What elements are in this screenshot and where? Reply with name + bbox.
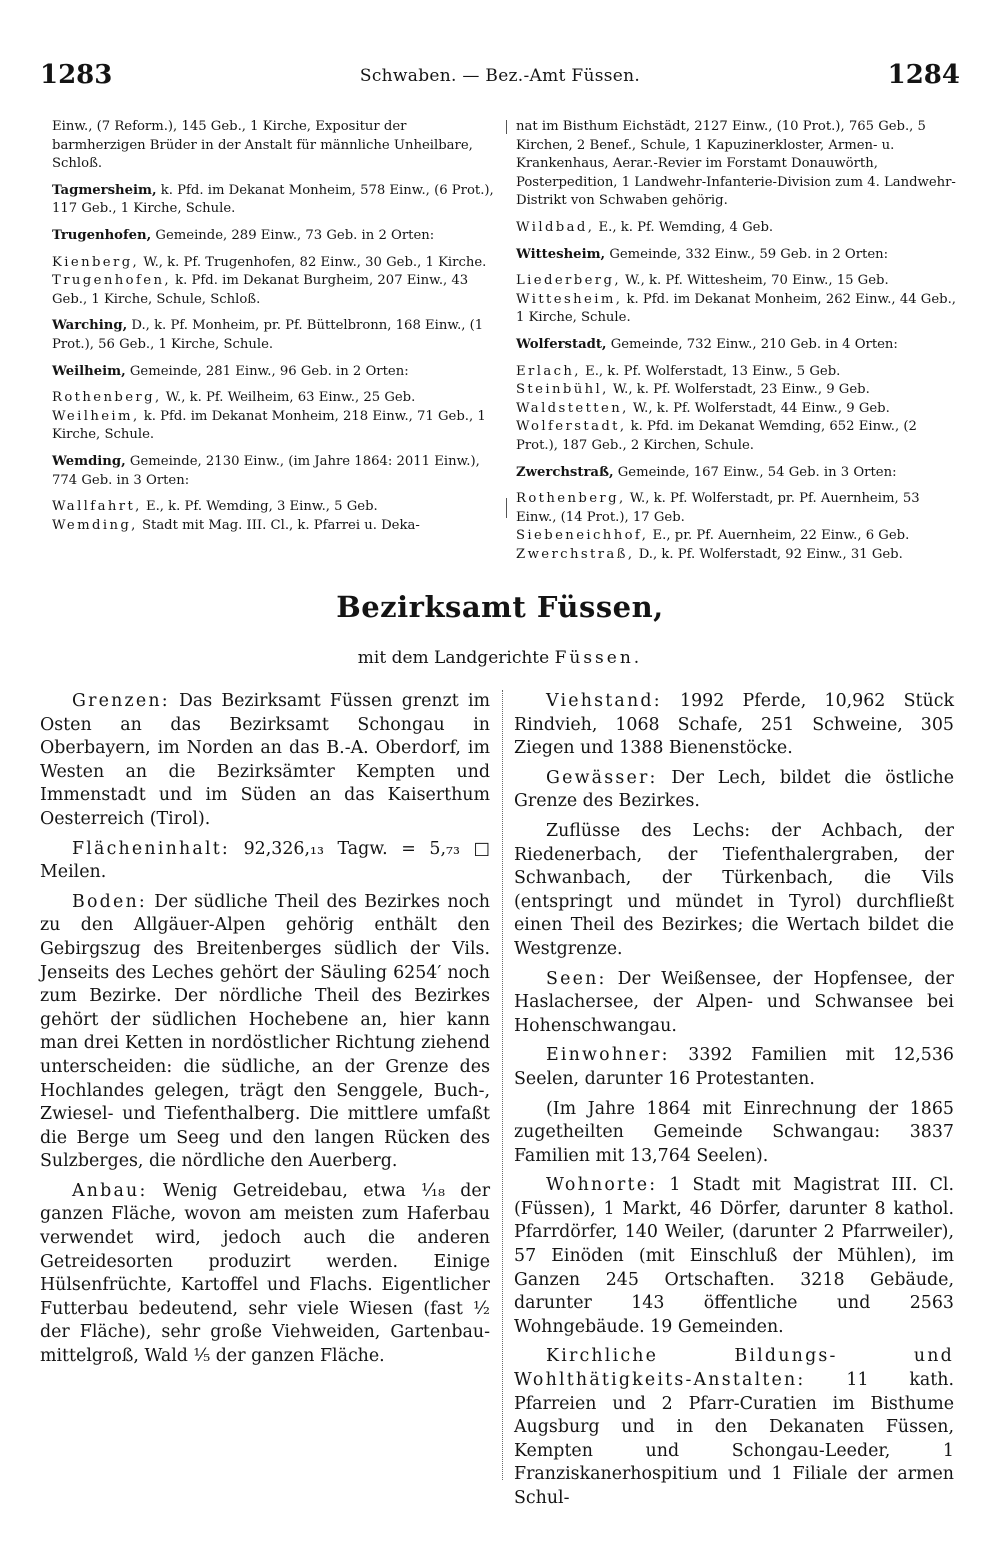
entry-text: E., pr. Pf. Auernheim, 22 Einw., 6 Geb. [652, 528, 910, 544]
place-entry [516, 291, 962, 328]
place-entry [516, 272, 962, 291]
place-entry [52, 517, 498, 536]
municipality-entry [516, 246, 962, 265]
entry-heading: Warching, [52, 318, 128, 334]
description-paragraph [514, 690, 954, 761]
place-name: Wildbad, [516, 219, 595, 235]
place-name: Steinbühl, [516, 382, 609, 398]
place-entry [516, 546, 962, 565]
entry-heading: Wolferstadt, [516, 336, 607, 352]
description-paragraph [40, 1180, 490, 1369]
paragraph-text: Der Weißensee, der Hopfensee, der Haslachersee, der Alpen- und Schwansee bei Hohenschwangau. [514, 968, 954, 1036]
running-title: Schwaben. — Bez.-Amt Füssen. [359, 66, 641, 86]
description-paragraph [40, 838, 490, 885]
paragraph-key: Kirchliche Bildungs- und Wohlthätigkeits-Anstalten: [514, 1346, 954, 1391]
entry-heading: Wittesheim, [516, 246, 606, 262]
entry-text: W., k. Pf. Weilheim, 63 Einw., 25 Geb. [165, 390, 416, 406]
place-name: Kienberg, [52, 254, 140, 270]
municipality-entry [52, 118, 498, 174]
paragraph-key: Gewässer: [546, 767, 658, 788]
entry-heading: Wemding, [52, 453, 126, 469]
paragraph-text: 1992 Pferde, 10,962 Stück Rindvieh, 1068 Schafe, 251 Schweine, 305 Ziegen und 1388 Bienenstöcke. [514, 691, 954, 759]
description-paragraph [514, 968, 954, 1039]
paragraph-key: Seen: [546, 968, 607, 989]
entry-text: Gemeinde, 289 Einw., 73 Geb. in 2 Orten: [155, 227, 435, 243]
place-name: Waldstetten, [516, 400, 629, 416]
paragraph-text: Zuflüsse des Lechs: der Achbach, der Riedenerbach, der Tiefenthalergraben, der Schwanbach, der Türkenbach, die Vils (entspringt und mündet in Tyrol) durchfließt einen Theil des Bezirkes; die Wertach bildet die Westgrenze. [514, 820, 954, 959]
paragraph-key: Einwohner: [546, 1045, 670, 1066]
place-entry [52, 389, 498, 408]
entry-text: D., k. Pf. Monheim, pr. Pf. Büttelbronn, 168 Einw., (1 Prot.), 56 Geb., 1 Kirche, Schule. [52, 318, 484, 352]
place-name: Wallfahrt, [52, 499, 142, 515]
place-name: Rothenberg, [52, 390, 162, 406]
place-entry [52, 254, 498, 273]
entry-text: W., k. Pf. Wittesheim, 70 Einw., 15 Geb. [625, 273, 889, 289]
entry-heading: Tagmersheim, [52, 182, 157, 198]
description-paragraph [514, 820, 954, 962]
column-rule-mark [506, 498, 507, 518]
index-section [0, 118, 1000, 562]
entry-text: W., k. Pf. Trugenhofen, 82 Einw., 30 Geb., 1 Kirche. [143, 254, 487, 270]
place-name: Siebeneichhof, [516, 528, 649, 544]
place-name: Zwerchstraß, [516, 546, 635, 562]
page-number-right: 1284 [887, 60, 960, 90]
municipality-entry [52, 182, 498, 219]
place-name: Rothenberg, [516, 491, 626, 507]
entry-heading: Trugenhofen, [52, 227, 152, 243]
page-number-left: 1283 [40, 60, 113, 90]
entry-text: Gemeinde, 2130 Einw., (im Jahre 1864: 2011 Einw.), 774 Geb. in 3 Orten: [52, 453, 480, 488]
entry-text: k. Pfd. im Dekanat Monheim, 218 Einw., 71 Geb., 1 Kirche, Schule. [52, 408, 486, 443]
municipality-entry [52, 453, 498, 490]
description-paragraph [40, 891, 490, 1174]
municipality-entry [52, 227, 498, 246]
paragraph-text: 92,326,₁₃ Tagw. = 5,₇₃ □ Meilen. [40, 838, 490, 883]
description-column-left [40, 690, 490, 1375]
entry-text: Gemeinde, 167 Einw., 54 Geb. in 3 Orten: [617, 464, 897, 480]
entry-heading: Weilheim, [52, 363, 126, 379]
place-entry [516, 490, 962, 527]
paragraph-key: Flächeninhalt: [72, 838, 230, 859]
description-paragraph [40, 690, 490, 832]
entry-heading: Zwerchstraß, [516, 464, 614, 480]
entry-text: W., k. Pf. Wolferstadt, 44 Einw., 9 Geb. [632, 400, 890, 416]
paragraph-text: 1 Stadt mit Magistrat III. Cl. (Füssen), 1 Markt, 46 Dörfer, darunter 8 kathol. Pfarrdörfer, 140 Weiler, (darunter 2 Pfarrweiler), 57 Einöden (mit Einschluß der Mühlen), im Ganzen 245 Ortschaften. 3218 Gebäude, darunter 143 öffentliche und 2563 Wohngebäude. 19 Gemeinden. [514, 1175, 955, 1337]
entry-text: Gemeinde, 732 Einw., 210 Geb. in 4 Orten: [610, 336, 898, 352]
entry-text: Stadt mit Mag. III. Cl., k. Pfarrei u. Deka- [141, 517, 420, 533]
subtitle-prefix: mit dem Landgerichte [357, 648, 550, 668]
index-column-right [516, 118, 962, 564]
description-column-right [514, 690, 954, 1517]
place-entry [516, 527, 962, 546]
entry-text: k. Pfd. im Dekanat Monheim, 578 Einw., (6 Prot.), 117 Geb., 1 Kirche, Schule. [52, 182, 494, 217]
description-paragraph [514, 1044, 954, 1091]
paragraph-text: Der südliche Theil des Bezirkes noch zu den Allgäuer-Alpen gehörig enthält den Gebirgszug des Breitenberges südlich der Vils. Jenseits des Leches gehört der Säuling 6254′ noch zum Bezirke. Der nördliche Theil des Bezirkes gehört der südlichen Hochebene an, hier kann man drei Ketten in nordöstlicher Richtung ziehend unterscheiden: die südliche, an der Grenze des Hochlandes gelegen, trägt den Senggele, Buch-, Zwiesel- und Tiefenthalberg. Die mittlere umfaßt die Berge um Seeg und den langen Rücken des Sulzberges, die nördliche den Auerberg. [40, 891, 490, 1172]
place-entry [516, 400, 962, 419]
paragraph-text: 11 kath. Pfarreien und 2 Pfarr-Curatien im Bisthume Augsburg und in den Dekanaten Füssen, Kempten und Schongau-Leeder, 1 Franziskanerhospitium und 1 Filiale der armen Schul- [514, 1370, 954, 1508]
municipality-entry [52, 363, 498, 382]
column-rule-mark [506, 120, 507, 134]
municipality-entry [516, 118, 962, 211]
entry-text: Einw., (7 Reform.), 145 Geb., 1 Kirche, Expositur der barmherzigen Brüder in der Anstalt für männliche Unheilbare, Schloß. [52, 119, 473, 172]
description-paragraph [514, 1098, 954, 1169]
paragraph-text: (Im Jahre 1864 mit Einrechnung der 1865 zugetheilten Gemeinde Schwangau: 3837 Familien mit 13,764 Seelen). [514, 1098, 954, 1166]
municipality-entry [516, 464, 962, 483]
entry-text: E., k. Pf. Wemding, 4 Geb. [598, 219, 774, 235]
place-entry [516, 219, 962, 238]
entry-text: Gemeinde, 281 Einw., 96 Geb. in 2 Orten: [129, 363, 409, 379]
place-name: Weilheim, [52, 408, 140, 424]
entry-text: E., k. Pf. Wemding, 3 Einw., 5 Geb. [145, 499, 378, 515]
municipality-entry [516, 336, 962, 355]
place-entry [516, 381, 962, 400]
description-section [0, 690, 1000, 1508]
column-divider [502, 690, 503, 1480]
paragraph-key: Grenzen: [72, 691, 170, 711]
place-name: Trugenhofen, [52, 273, 171, 289]
description-paragraph [514, 1174, 954, 1339]
paragraph-text: Wenig Getreidebau, etwa ¹⁄₁₈ der ganzen Fläche, wovon am meisten zum Haferbau verwendet wird, jedoch auch die anderen Getreidesorten produzirt werden. Einige Hülsenfrüchte, Kartoffel und Flachs. Eigentlicher Futterbau bedeutend, sehr viele Wiesen (fast ¹⁄₂ der Fläche), sehr große Viehweiden, Gartenbau-mittelgroß, Wald ¹⁄₅ der ganzen Fläche. [40, 1180, 491, 1367]
paragraph-key: Viehstand: [546, 691, 662, 711]
entry-text: k. Pfd. im Dekanat Burgheim, 207 Einw., 43 Geb., 1 Kirche, Schule, Schloß. [52, 273, 469, 307]
entry-text: Gemeinde, 332 Einw., 59 Geb. in 2 Orten: [609, 246, 889, 262]
entry-text: k. Pfd. im Dekanat Monheim, 262 Einw., 44 Geb., 1 Kirche, Schule. [516, 291, 956, 326]
paragraph-key: Wohnorte: [546, 1175, 658, 1196]
section-title: Bezirksamt Füssen, [336, 590, 664, 624]
paragraph-text: 3392 Familien mit 12,536 Seelen, darunter 16 Protestanten. [514, 1045, 954, 1089]
paragraph-key: Boden: [72, 891, 147, 912]
place-entry [52, 272, 498, 309]
entry-text: W., k. Pf. Wolferstadt, 23 Einw., 9 Geb. [612, 382, 870, 398]
paragraph-key: Anbau: [72, 1180, 148, 1201]
entry-text: W., k. Pf. Wolferstadt, pr. Pf. Auernheim, 53 Einw., (14 Prot.), 17 Geb. [516, 491, 920, 525]
place-entry [516, 363, 962, 382]
entry-text: nat im Bisthum Eichstädt, 2127 Einw., (10 Prot.), 765 Geb., 5 Kirchen, 2 Benef., Schule, 1 Kapuzinerkloster, Armen- u. Krankenhaus, Aerar.-Revier im Forstamt Donauwörth, Posterpedition, 1 Landwehr-Infanterie-Division zum 4. Landwehr-Distrikt von Schwaben gehörig. [516, 119, 956, 209]
subtitle-name: Füssen. [554, 648, 643, 668]
place-entry [52, 498, 498, 517]
paragraph-text: Der Lech, bildet die östliche Grenze des Bezirkes. [514, 767, 954, 812]
description-paragraph [514, 1345, 954, 1510]
index-column-left [52, 118, 498, 535]
entry-text: D., k. Pf. Wolferstadt, 92 Einw., 31 Geb. [638, 546, 903, 562]
entry-text: E., k. Pf. Wolferstadt, 13 Einw., 5 Geb. [585, 363, 841, 379]
municipality-entry [52, 317, 498, 354]
paragraph-text: Das Bezirksamt Füssen grenzt im Osten an das Bezirksamt Schongau in Oberbayern, im Norden an das B.-A. Oberdorf, im Westen an die Bezirksämter Kempten und Immenstadt und im Süden an das Kaiserthum Oesterreich (Tirol). [40, 691, 490, 829]
running-header [40, 60, 960, 96]
place-name: Wolferstadt, [516, 419, 627, 435]
place-entry [52, 408, 498, 445]
section-subtitle [0, 648, 1000, 668]
place-entry [516, 418, 962, 455]
place-name: Wittesheim, [516, 291, 623, 307]
entry-text: k. Pfd. im Dekanat Wemding, 652 Einw., (2 Prot.), 187 Geb., 2 Kirchen, Schule. [516, 419, 917, 453]
place-name: Liederberg, [516, 273, 621, 289]
place-name: Erlach, [516, 363, 581, 379]
description-paragraph [514, 767, 954, 814]
place-name: Wemding, [52, 517, 138, 533]
